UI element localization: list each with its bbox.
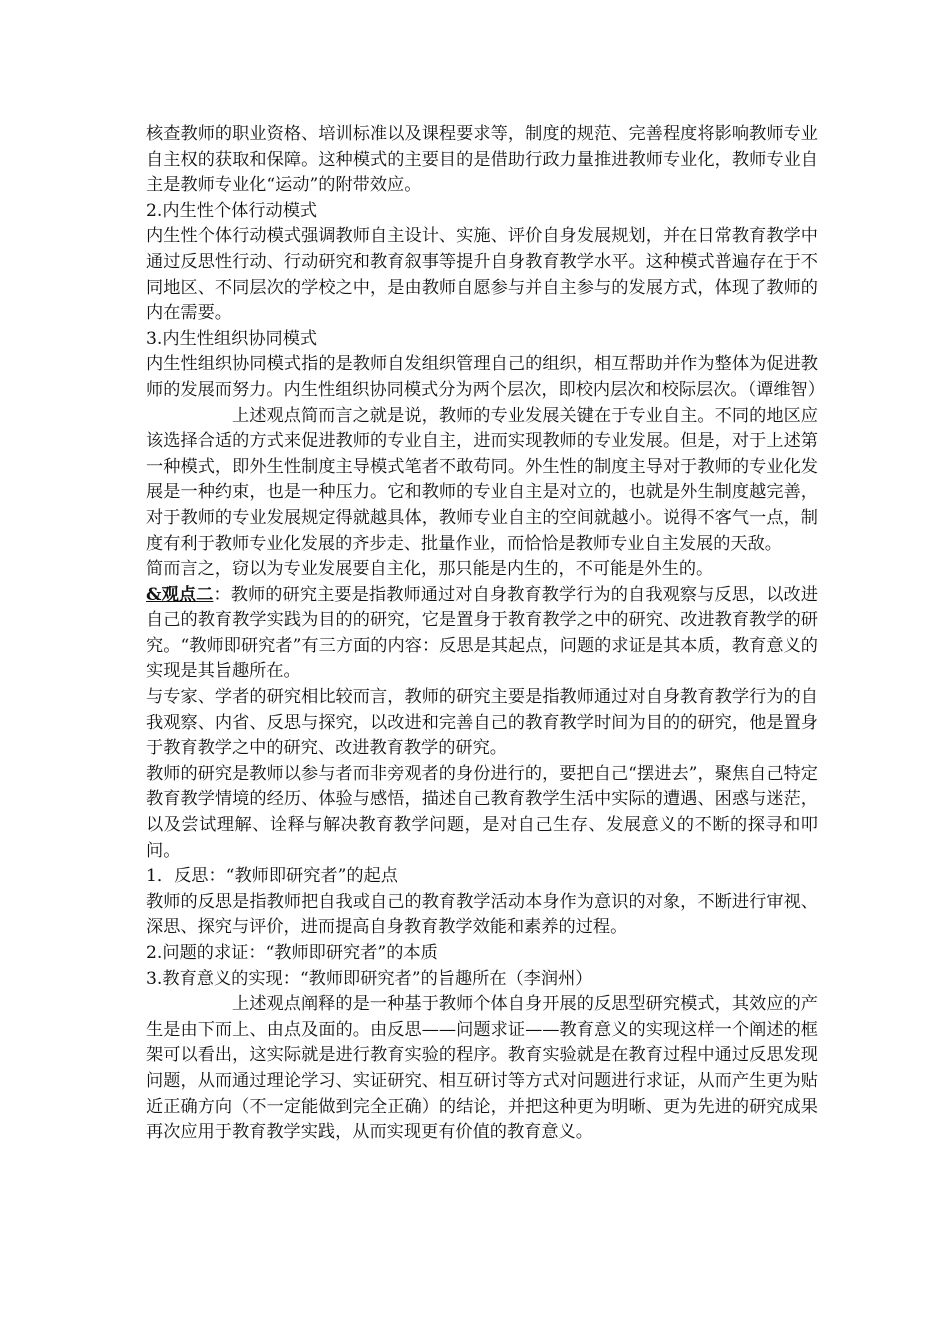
point-two-text: ：教师的研究主要是指教师通过对自身教育教学行为的自我观察与反思，以改进自己的教育教学实践为目的的研究，它是置身于教育教学之中的研究、改进教育教学的研究。“教师即研究者”有三方面的内容：反思是其起点，问题的求证是其本质，教育意义的实现是其旨趣所在。 [146, 584, 818, 682]
paragraph-reflection-definition: 教师的反思是指教师把自我或自己的教育教学活动本身作为意识的对象，不断进行审视、深思、探究与评价，进而提高自身教育教学效能和素养的过程。 [146, 891, 818, 938]
paragraph-teacher-research-participant: 教师的研究是教师以参与者而非旁观者的身份进行的，要把自己“摆进去”，聚焦自己特定教育教学情境的经历、体验与感悟，描述自己教育教学生活中实际的遭遇、困惑与迷茫，以及尝试理解、诠释与解决教育教学问题，是对自己生存、发展意义的不断的探寻和叩问。 [146, 763, 818, 861]
document-body [146, 122, 825, 1146]
paragraph-teacher-research-compare: 与专家、学者的研究相比较而言，教师的研究主要是指教师通过对自身教育教学行为的自我观察、内省、反思与探究，以改进和完善自己的教育教学时间为目的的研究，他是置身于教育教学之中的研究、改进教育教学的研究。 [146, 687, 818, 759]
paragraph-institution-review: 核查教师的职业资格、培训标准以及课程要求等，制度的规范、完善程度将影响教师专业自主权的获取和保障。这种模式的主要目的是借助行政力量推进教师专业化，教师专业自主是教师专业化“运动”的附带效应。 [146, 124, 818, 196]
list-item-problem-verification: 2.问题的求证：“教师即研究者”的本质 [146, 943, 438, 963]
heading-individual-action-mode: 2.内生性个体行动模式 [146, 200, 318, 221]
paragraph-organization-collaboration-mode: 内生性组织协同模式指的是教师自发组织管理自己的组织，相互帮助并作为整体为促进教师的发展而努力。内生性组织协同模式分为两个层次，即校内层次和校际层次。（谭维智） [146, 354, 825, 400]
paragraph-point-two [146, 583, 818, 685]
point-two-label: &观点二 [146, 584, 214, 605]
list-item-educational-meaning: 3.教育意义的实现：“教师即研究者”的旨趣所在（李润州） [146, 968, 593, 989]
list-item-reflection: 1．反思：“教师即研究者”的起点 [146, 866, 398, 887]
paragraph-commentary-reflective-model: 上述观点阐释的是一种基于教师个体自身开展的反思型研究模式，其效应的产生是由下而上、由点及面的。由反思——问题求证——教育意义的实现这样一个阐述的框架可以看出，这实际就是进行教育实验的程序。教育实验就是在教育过程中通过反思发现问题，从而通过理论学习、实证研究、相互研讨等方式对问题进行求证，从而产生更为贴近正确方向（不一定能做到完全正确）的结论，并把这种更为明晰、更为先进的研究成果再次应用于教育教学实践，从而实现更有价值的教育意义。 [146, 994, 818, 1143]
paragraph-summary-internal: 简而言之，窃以为专业发展要自主化，那只能是内生的，不可能是外生的。 [146, 559, 714, 580]
paragraph-commentary-autonomy: 上述观点简而言之就是说，教师的专业发展关键在于专业自主。不同的地区应该选择合适的方式来促进教师的专业自主，进而实现教师的专业发展。但是，对于上述第一种模式，即外生性制度主导模式笔者不敢苟同。外生性的制度主导对于教师的专业化发展是一种约束，也是一种压力。它和教师的专业自主是对立的，也就是外生制度越完善，对于教师的专业发展规定得就越具体，教师专业自主的空间就越小。说得不客气一点，制度有利于教师专业化发展的齐步走、批量作业，而恰恰是教师专业自主发展的天敌。 [146, 405, 818, 554]
heading-organization-collaboration-mode: 3.内生性组织协同模式 [146, 328, 318, 349]
paragraph-individual-action-mode: 内生性个体行动模式强调教师自主设计、实施、评价自身发展规划，并在日常教育教学中通过反思性行动、行动研究和教育叙事等提升自身教育教学水平。这种模式普遍存在于不同地区、不同层次的学校之中，是由教师自愿参与并自主参与的发展方式，体现了教师的内在需要。 [146, 226, 818, 324]
